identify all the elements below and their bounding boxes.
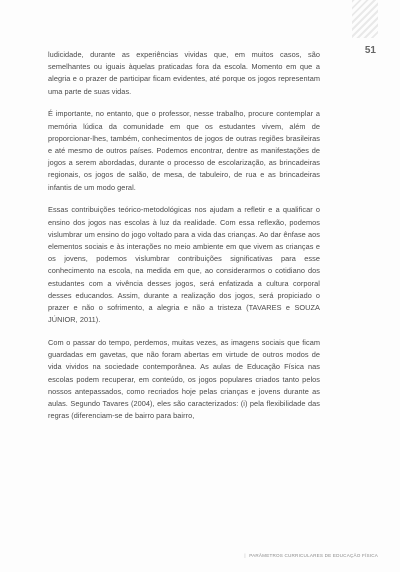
- decorative-stripes: [352, 0, 378, 38]
- paragraph-4: Com o passar do tempo, perdemos, muitas vezes, as imagens sociais que ficam guardadas em gavetas, que não foram abertas em virtude de outros modos de vida vividos na sociedade contemporânea. As aulas de Educação Física nas escolas podem recuperar, em conteúdo, os jogos populares criados tanto pelos nossos antepassados, como recriados hoje pelas crianças e jovens durante as aulas. Segundo Tavares (2004), eles são caracterizados: (i) pela flexibilidade das regras (diferenciam-se de bairro para bairro,: [48, 338, 320, 421]
- paragraph-1: ludicidade, durante as experiências vividas que, em muitos casos, são semelhantes ou iguais àquelas praticadas fora da escola. Momento em que a alegria e o prazer de participar ficam evidentes, até porque os jogos representam uma parte de suas vidas.: [48, 50, 320, 96]
- footer-separator: |: [244, 553, 246, 558]
- paragraph-2: É importante, no entanto, que o professor, nesse trabalho, procure contemplar a memória lúdica da comunidade em que os estudantes vivem, além de proporcionar-lhes, também, conhecimentos de jogos de outras regiões brasileiras e até mesmo de outros países. Podemos encontrar, dentre as manifestações de jogos a serem abordadas, durante o processo de escolarização, as brincadeiras regionais, os jogos de salão, de mesa, de tabuleiro, de rua e as brincadeiras infantis de um modo geral.: [48, 109, 320, 192]
- body-text: [48, 49, 320, 433]
- running-footer: [244, 553, 378, 558]
- paragraph-3: Essas contribuições teórico-metodológicas nos ajudam a refletir e a qualificar o ensino dos jogos nas escolas à luz da realidade. Com essa reflexão, podemos vislumbrar um ensino do jogo voltado para a vida das crianças. Ao dar ênfase aos elementos sociais e às interações no meio ambiente em que vivem as crianças e os jovens, podemos vislumbrar contribuições significativas para esse conhecimento na escola, na medida em que, ao considerarmos o cotidiano dos estudantes com a vivência desses jogos, será enfatizada a cultura corporal desses educandos. Assim, durante a realização dos jogos, será propiciado o prazer e não o sofrimento, a alegria e não a tristeza (TAVARES e SOUZA JÚNIOR, 2011).: [48, 205, 320, 325]
- page-number: 51: [364, 45, 376, 56]
- footer-title: PARÂMETROS CURRICULARES DE EDUCAÇÃO FÍSICA: [249, 553, 378, 558]
